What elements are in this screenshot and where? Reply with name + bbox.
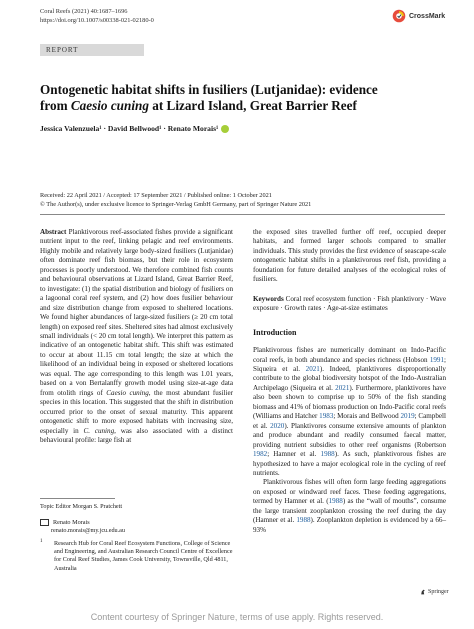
corresponding-author — [40, 519, 125, 535]
citation-link[interactable]: 2019 — [400, 412, 415, 421]
introduction-heading: Introduction — [253, 327, 297, 337]
citation-link[interactable]: 1988 — [320, 450, 335, 459]
abstract-column — [40, 228, 233, 445]
publisher-name: Springer — [428, 589, 449, 595]
publisher-logo — [420, 589, 449, 595]
envelope-icon — [40, 519, 49, 526]
section-label: REPORT — [46, 46, 79, 54]
title-species: Caesio cuning — [70, 98, 149, 113]
crossmark-badge[interactable] — [392, 8, 452, 24]
intro-paragraph-2: Planktivorous fishes will often form large feeding aggregations on exposed or windward reef faces. These feeding aggregations, termed by Hamner et al. (1988) as the “wall of mouths”, consume the large transient zooplankton crossing the reef during the day (Hamner et al. 1988). Zooplankton depletion is evidenced by a 66–93% — [253, 478, 446, 534]
citation-link[interactable]: 1983 — [319, 412, 334, 421]
crossmark-label: CrossMark — [409, 12, 446, 20]
abstract-continued: the exposed sites travelled further off reef, occupied deeper habitats, and formed larger schools compared to smaller individuals. This study provides the first evidence of seascape-scale ontogenetic habitat shifts in a planktivorous reef fish, providing a foundation for future detailed analyses of the ecological roles of fusiliers. — [253, 228, 446, 284]
right-column — [253, 228, 446, 535]
journal-line: Coral Reefs (2021) 40:1687–1696 — [40, 8, 128, 15]
intro-paragraph-1: Planktivorous fishes are numerically dominant on Indo-Pacific coral reefs, in both abundance and species richness (Hobson 1991; Siqueira et al. 2021). Indeed, planktivores disproportionally contribute to the global biodiversity hotspot of the Indo-Australian Archipelago (Siqueira et al. 2021). Furthermore, planktivores have also been shown to comprise up to 50% of the fish standing biomass and 41% of biomass production on Indo-Pacific coral reefs (Williams and Hatcher 1983; Morais and Bellwood 2019; Campbell et al. 2020). Planktivores consume extensive amounts of plankton and produce abundant and readily consumed faecal matter, providing nutrient subsidies to other reef organisms (Robertson 1982; Hamner et al. 1988). As such, planktivorous fishes are hypothesized to have a major ecological role in the cycling of reef nutrients. — [253, 346, 446, 477]
title-line-1: Ontogenetic habitat shifts in fusiliers (Lutjanidae): evidence — [40, 82, 378, 97]
dates-line: Received: 22 April 2021 / Accepted: 17 September 2021 / Published online: 1 October 2021 — [40, 192, 272, 199]
article-title — [40, 82, 460, 114]
abstract-label: Abstract — [40, 228, 67, 236]
journal-citation — [40, 8, 154, 25]
citation-link[interactable]: 2021 — [305, 364, 320, 373]
corr-name: Renato Morais — [53, 519, 90, 526]
doi-link[interactable]: https://doi.org/10.1007/s00338-021-02180-0 — [40, 16, 154, 24]
citation-link[interactable]: 1988 — [296, 516, 311, 525]
affiliation-text: Research Hub for Coral Reef Ecosystem Functions, College of Science and Engineering, and Australian Research Council Centre of Excellence for Coral Reef Studies, James Cook University, Townsville, Qld 4811, Australia — [54, 540, 233, 572]
title-line-2: from Caesio cuning at Lizard Island, Great Barrier Reef — [40, 98, 357, 113]
crossmark-icon — [392, 9, 406, 23]
citation-link[interactable]: 1991 — [429, 355, 445, 364]
publication-dates — [40, 192, 460, 209]
abstract-paragraph: Abstract Planktivorous reef-associated fishes provide a significant nutrient input to the reef, linking pelagic and reef environments. Highly mobile and relatively large body-sized fusiliers (Lutjanidae) often dominate reef fish biomass, but their role in ecosystem processes is poorly understood. We therefore combined fish counts and behavioural observations at Lizard Island, Great Barrier Reef, to investigate: (1) the spatial distribution and biology of fusiliers on a lagoonal coral reef system, and (2) how does fusilier behaviour and size distribution change from exposed to sheltered locations. We found higher abundances of large-sized fusiliers (≥ 20 cm total length) on exposed reef sites. Sheltered sites had almost exclusively small individuals (< 20 cm total length). We interpret this pattern as indicative of an ontogenetic habitat shift. This shift was estimated to occur at about 11.15 cm total length; the size at which the likelihood of an individual being in exposed or sheltered locations was equal. The age corresponding to this length was 1.01 years, based on a von Bertalanffy growth model using size-at-age data from otolith rings of Caesio cuning, the most abundant fusilier species in this location. This suggested that the shift in distribution occurred prior to the onset of sexual maturity. This apparent ontogenetic shift to more exposed habitats with increasing size, especially in C. cuning, was also associated with a distinct behavioural profile: large fish at — [40, 228, 233, 444]
affiliation — [40, 540, 233, 573]
footnote-divider — [40, 498, 115, 499]
author-list — [40, 124, 229, 133]
corr-email[interactable]: renato.morais@my.jcu.edu.au — [51, 527, 126, 535]
citation-link[interactable]: 1988 — [328, 497, 343, 506]
affiliation-number: 1 — [40, 539, 43, 544]
header-divider — [40, 214, 445, 215]
citation-link[interactable]: 2021 — [335, 383, 350, 392]
keywords: Keywords Coral reef ecosystem function · Fish planktivory · Wave exposure · Growth rates · Age-at-size estimates — [253, 294, 446, 313]
keywords-label: Keywords — [253, 294, 284, 303]
citation-link[interactable]: 1982 — [253, 450, 268, 459]
topic-editor: Topic Editor Morgan S. Pratchett — [40, 503, 123, 510]
citation-link[interactable]: 2020 — [270, 421, 285, 430]
springer-horse-icon — [420, 589, 426, 595]
orcid-icon[interactable] — [221, 125, 229, 133]
authors-text: Jessica Valenzuela¹ · David Bellwood¹ · Renato Morais¹ — [40, 124, 219, 133]
courtesy-notice: Content courtesy of Springer Nature, terms of use apply. Rights reserved. — [90, 612, 384, 622]
copyright-line: © The Author(s), under exclusive licence to Springer-Verlag GmbH Germany, part of Springer Nature 2021 — [40, 200, 312, 208]
